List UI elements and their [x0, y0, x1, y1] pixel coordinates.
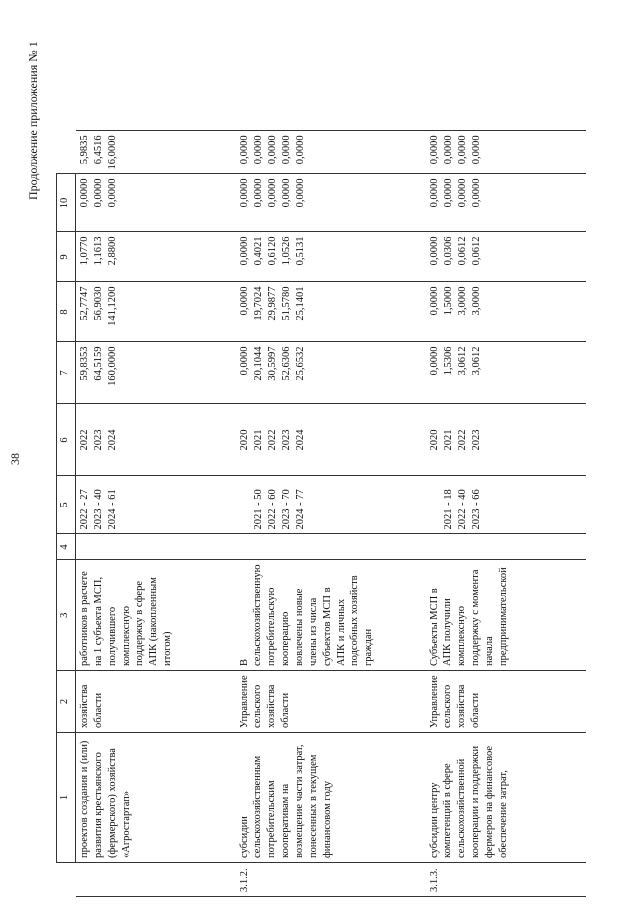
other-values: [76, 131, 236, 174]
federal-value: 25,1401: [294, 286, 306, 321]
regional-values: [236, 232, 426, 282]
header-blank: [57, 863, 76, 897]
other-value: 0,0000: [280, 135, 292, 165]
table-row: [426, 131, 586, 897]
target-value: 2023 - 70: [280, 489, 292, 530]
measure-name: субсидии сельскохозяйственным потребительским кооперативам на возмещение части затрат, понесенных в текущем финансовом году: [236, 733, 426, 863]
years: [426, 404, 586, 476]
target-values: [236, 476, 426, 534]
header-cell: 1: [57, 733, 76, 863]
regional-value: 0,4021: [252, 236, 264, 266]
federal-value: 0,0000: [428, 286, 440, 316]
header-cell: 9: [57, 232, 76, 282]
total-value: 20,1044: [252, 346, 264, 381]
regional-value: 1,0526: [280, 236, 292, 266]
total-value: 3,0612: [456, 346, 468, 376]
total-value: 52,6306: [280, 346, 292, 381]
federal-value: 141,1200: [107, 286, 118, 326]
regional-value: 0,0000: [238, 236, 250, 266]
year: 2022: [456, 429, 468, 451]
local-value: 0,0000: [238, 178, 250, 208]
header-cell: 6: [57, 404, 76, 476]
local-value: 0,0000: [79, 178, 90, 208]
regional-values: [76, 232, 236, 282]
target-values: [76, 476, 236, 534]
local-value: 0,0000: [93, 178, 104, 208]
table-row: [236, 131, 426, 897]
measure-name: субсидии центру компетенций в сфере сельскохозяйственной кооперации и поддержки фермеров на финансовое обеспечение затрат,: [426, 733, 586, 863]
target-value: [428, 480, 442, 529]
total-values: [76, 342, 236, 404]
total-values: [426, 342, 586, 404]
year: 2023: [470, 429, 482, 451]
target-value: 2021 - 18: [442, 489, 454, 530]
year: 2021: [252, 429, 264, 451]
regional-value: 0,0612: [456, 236, 468, 266]
row-number: [76, 863, 236, 897]
other-value: 0,0000: [428, 135, 440, 165]
local-values: [426, 174, 586, 232]
total-value: 1,5306: [442, 346, 454, 376]
appendix-caption: Продолжение приложения № 1: [26, 41, 40, 200]
header-cell: 7: [57, 342, 76, 404]
total-value: 59,8353: [79, 346, 90, 381]
target-value: 2022 - 60: [266, 489, 278, 530]
table-row: [76, 131, 236, 897]
year: 2020: [428, 429, 440, 451]
local-value: 0,0000: [456, 178, 468, 208]
regional-value: 0,0000: [428, 236, 440, 266]
regional-value: 0,5131: [294, 236, 306, 266]
total-value: 64,5159: [93, 346, 104, 381]
header-cell: 3: [57, 560, 76, 671]
measure-name: проектов создания и (или) развития крестьянского (фермерского) хозяйства «Агростартап»: [76, 733, 236, 863]
regional-value: 2,8800: [107, 236, 118, 266]
total-values: [236, 342, 426, 404]
other-value: 0,0000: [470, 135, 482, 165]
year: 2021: [442, 429, 454, 451]
local-value: 0,0000: [294, 178, 306, 208]
regional-value: 0,0612: [470, 236, 482, 266]
indicator: Субъекты МСП в АПК получили комплексную поддержку с момента начала предпринимательской: [426, 560, 586, 671]
other-value: 0,0000: [456, 135, 468, 165]
other-value: 0,0000: [238, 135, 250, 165]
other-value: 5,9835: [78, 135, 90, 165]
local-value: 0,0000: [470, 178, 482, 208]
years: [236, 404, 426, 476]
header-cell: 10: [57, 174, 76, 232]
federal-value: 0,0000: [238, 286, 250, 316]
local-values: [76, 174, 236, 232]
target-value: 2023 - 40: [93, 489, 104, 530]
local-value: 0,0000: [280, 178, 292, 208]
executor: хозяйства области: [76, 671, 236, 733]
total-value: 0,0000: [238, 346, 250, 376]
empty-cell: [236, 534, 426, 560]
other-value: 0,0000: [442, 135, 454, 165]
year: 2024: [107, 429, 118, 451]
federal-value: 1,5000: [442, 286, 454, 316]
total-value: 160,0000: [107, 346, 118, 386]
year: 2020: [238, 429, 250, 451]
header-cell: 2: [57, 671, 76, 733]
page-number: 38: [8, 453, 22, 465]
data-table: [56, 130, 586, 897]
other-value: 6,4516: [92, 135, 104, 165]
year: 2024: [294, 429, 306, 451]
other-value: 16,0000: [106, 135, 118, 170]
total-value: 3,0612: [470, 346, 482, 376]
header-cell: 8: [57, 282, 76, 342]
federal-value: 3,0000: [470, 286, 482, 316]
other-value: 0,0000: [266, 135, 278, 165]
federal-value: 52,7747: [79, 286, 90, 321]
federal-values: [236, 282, 426, 342]
year: 2023: [280, 429, 292, 451]
target-value: 2023 - 66: [470, 489, 482, 530]
row-number: 3.1.2.: [236, 863, 426, 897]
years: [76, 404, 236, 476]
regional-value: 0,6120: [266, 236, 278, 266]
year: 2023: [93, 429, 104, 451]
total-value: 25,6532: [294, 346, 306, 381]
local-value: 0,0000: [252, 178, 264, 208]
federal-value: 56,9030: [93, 286, 104, 321]
regional-value: 1,1613: [93, 236, 104, 266]
empty-cell: [76, 534, 236, 560]
row-number: 3.1.3.: [426, 863, 586, 897]
year: 2022: [79, 429, 90, 451]
regional-values: [426, 232, 586, 282]
target-value: 2022 - 40: [456, 489, 468, 530]
header-cell: 4: [57, 534, 76, 560]
year: 2022: [266, 429, 278, 451]
local-value: 0,0000: [107, 178, 118, 208]
federal-values: [76, 282, 236, 342]
local-value: 0,0000: [442, 178, 454, 208]
target-value: 2024 - 61: [107, 489, 118, 530]
target-values: [426, 476, 586, 534]
indicator: работников в расчете на 1 субъекта МСП, получившего комплексную поддержку в сфере АПК (накопленным итогом): [76, 560, 236, 671]
regional-value: 1,0770: [79, 236, 90, 266]
local-value: 0,0000: [266, 178, 278, 208]
total-value: 0,0000: [428, 346, 440, 376]
federal-values: [426, 282, 586, 342]
federal-value: 3,0000: [456, 286, 468, 316]
executor: Управление сельского хозяйства области: [426, 671, 586, 733]
target-value: 2024 - 77: [294, 489, 306, 530]
regional-value: 0,0306: [442, 236, 454, 266]
indicator: В сельскохозяйственную потребительскую кооперацию вовлечены новые члены из числа субъектов МСП в АПК и личных подсобных хозяйств граждан: [236, 560, 426, 671]
target-value: [238, 480, 252, 529]
header-row: [57, 131, 76, 897]
other-value: 0,0000: [252, 135, 264, 165]
empty-cell: [426, 534, 586, 560]
target-value: 2022 - 27: [79, 489, 90, 530]
local-value: 0,0000: [428, 178, 440, 208]
local-values: [236, 174, 426, 232]
other-values: [236, 131, 426, 174]
federal-value: 29,9877: [266, 286, 278, 321]
other-values: [426, 131, 586, 174]
other-value: 0,0000: [294, 135, 306, 165]
federal-value: 19,7024: [252, 286, 264, 321]
executor: Управление сельского хозяйства области: [236, 671, 426, 733]
total-value: 30,5997: [266, 346, 278, 381]
header-cell: 5: [57, 476, 76, 534]
target-value: 2021 - 50: [252, 489, 264, 530]
federal-value: 51,5780: [280, 286, 292, 321]
